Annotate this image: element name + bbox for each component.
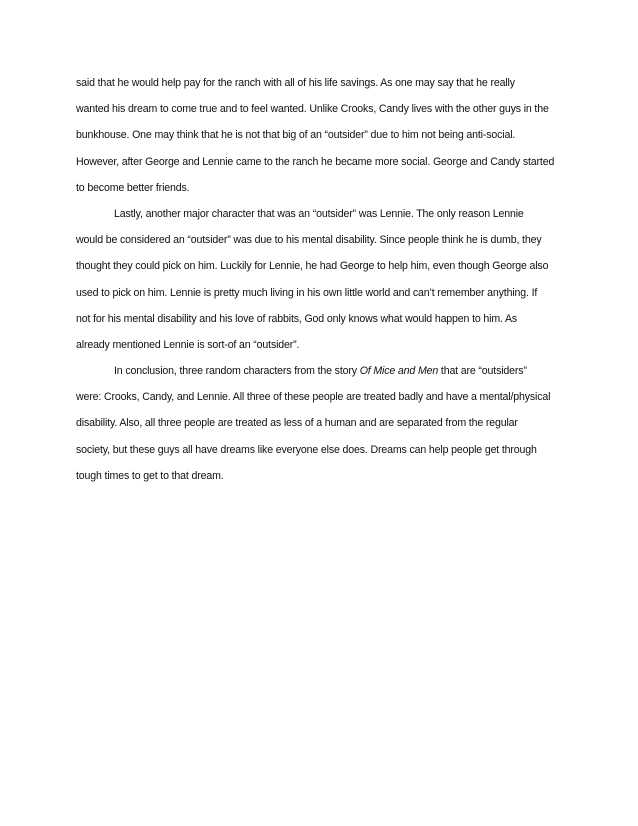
text-line: society, but these guys all have dreams like everyone else does. Dreams can help people get through (76, 443, 537, 456)
document-body (76, 70, 566, 489)
text-line: wanted his dream to come true and to feel wanted. Unlike Crooks, Candy lives with the other guys in the (76, 103, 549, 116)
book-title: Of Mice and Men (359, 365, 439, 378)
text-run: that are “outsiders” (438, 365, 527, 378)
text-line: to become better friends. (76, 181, 190, 194)
text-line: thought they could pick on him. Luckily for Lennie, he had George to help him, even though George also (76, 260, 549, 273)
text-line: used to pick on him. Lennie is pretty much living in his own little world and can’t remember anything. If (76, 286, 538, 299)
text-line-indented: Lastly, another major character that was an “outsider” was Lennie. The only reason Lennie (114, 207, 524, 220)
paragraph-3 (76, 358, 566, 489)
text-line: were: Crooks, Candy, and Lennie. All three of these people are treated badly and have a mental/physical (76, 391, 551, 404)
text-line: However, after George and Lennie came to the ranch he became more social. George and Candy started (76, 155, 555, 168)
text-line: tough times to get to that dream. (76, 469, 224, 482)
text-line: already mentioned Lennie is sort-of an “outsider”. (76, 338, 300, 351)
text-line: not for his mental disability and his love of rabbits, God only knows what would happen to him. As (76, 312, 518, 325)
text-line-indented (76, 358, 566, 384)
paragraph-2 (76, 201, 566, 358)
text-run: In conclusion, three random characters from the story (114, 365, 360, 378)
text-line: disability. Also, all three people are treated as less of a human and are separated from the regular (76, 417, 518, 430)
paragraph-1 (76, 70, 566, 201)
text-line: bunkhouse. One may think that he is not that big of an “outsider” due to him not being anti-social. (76, 129, 516, 142)
text-line: would be considered an “outsider” was due to his mental disability. Since people think he is dumb, they (76, 234, 542, 247)
text-line: said that he would help pay for the ranch with all of his life savings. As one may say that he really (76, 77, 515, 89)
